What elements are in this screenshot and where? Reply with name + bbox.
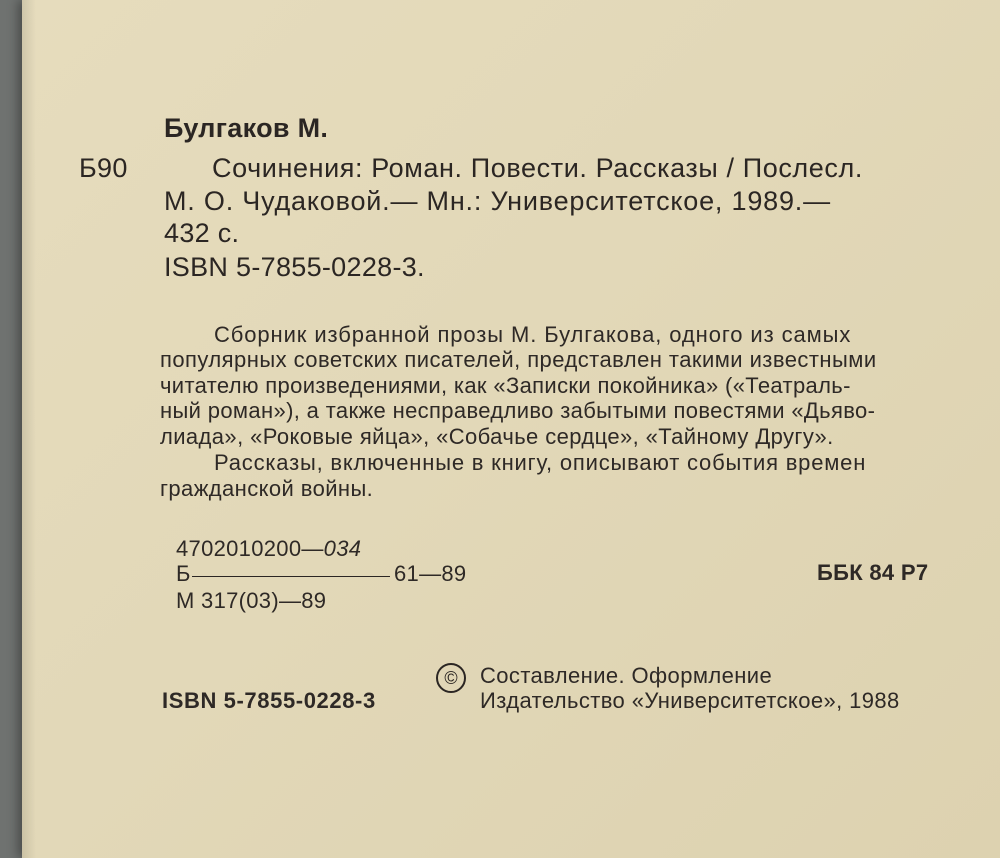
annotation-line-1: Сборник избранной прозы М. Булгакова, одного из самых: [214, 322, 852, 347]
annotation-line-3: читателю произведениями, как «Записки покойника» («Театраль-: [160, 373, 851, 398]
annotation-line-4: ный роман»), а также несправедливо забытыми повестями «Дьяво-: [160, 398, 876, 423]
citation-line-2: М. О. Чудаковой.— Мн.: Университетское, 1989.—: [164, 186, 831, 216]
classification-code-bottom: М 317(03)—89: [176, 588, 327, 613]
footer-isbn: ISBN 5-7855-0228-3: [162, 688, 376, 713]
classification-code-right: 61—89: [394, 561, 467, 586]
annotation-line-7: гражданской войны.: [160, 476, 374, 501]
citation-line-1: Сочинения: Роман. Повести. Рассказы / Послесл.: [212, 153, 863, 183]
classification-code-top: [176, 536, 361, 561]
copyright-line-2: Издательство «Университетское», 1988: [480, 688, 900, 713]
annotation-line-6: Рассказы, включенные в книгу, описывают события времен: [214, 450, 867, 475]
classification-code-top-italic: 034: [323, 536, 362, 561]
bbk-code: ББК 84 Р7: [817, 560, 929, 585]
author-name: Булгаков М.: [164, 113, 329, 143]
classification-code-left: Б: [176, 561, 191, 586]
citation-isbn: ISBN 5-7855-0228-3.: [164, 252, 425, 282]
copyright-icon: ©: [436, 663, 466, 693]
classification-rule: [192, 576, 390, 577]
citation-line-3: 432 с.: [164, 218, 240, 248]
annotation-line-5: лиада», «Роковые яйца», «Собачье сердце», «Тайному Другу».: [160, 424, 834, 449]
copyright-line-1: Составление. Оформление: [480, 663, 773, 688]
classification-code-top-number: 4702010200—: [176, 536, 324, 561]
annotation-line-2: популярных советских писателей, представлен такими известными: [160, 347, 877, 372]
book-page: [22, 0, 1000, 858]
call-number: Б90: [79, 153, 128, 183]
